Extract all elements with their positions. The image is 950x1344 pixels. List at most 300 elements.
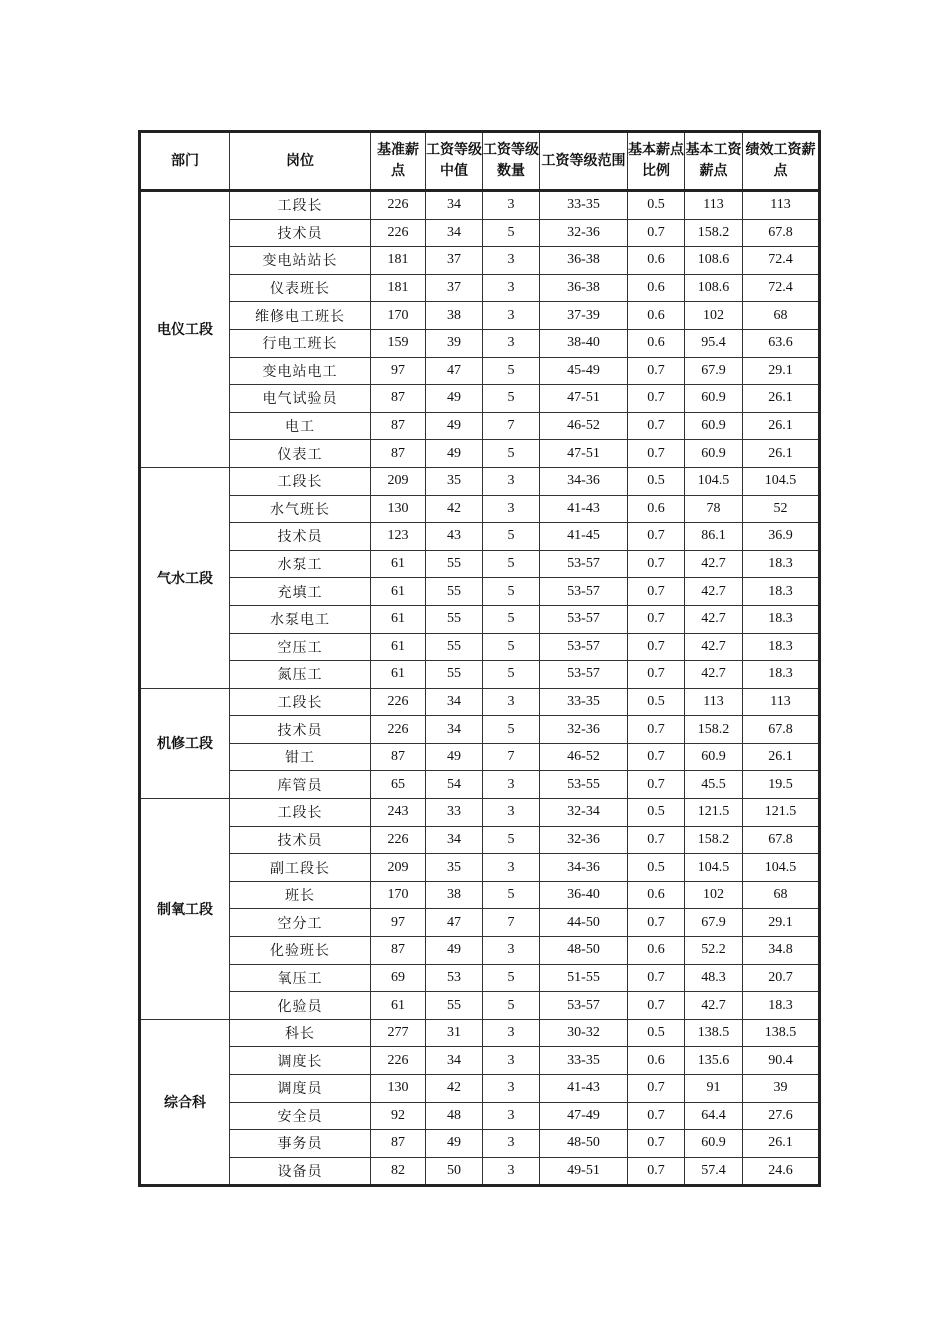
- performance-points-cell: 34.8: [743, 937, 820, 965]
- base-points-cell: 82: [371, 1157, 426, 1186]
- base-points-cell: 170: [371, 881, 426, 909]
- grade-mid-cell: 55: [426, 661, 483, 689]
- base-points-cell: 61: [371, 605, 426, 633]
- grade-range-cell: 45-49: [540, 357, 628, 385]
- grade-count-cell: 3: [483, 688, 540, 716]
- grade-range-cell: 32-36: [540, 219, 628, 247]
- grade-mid-cell: 42: [426, 495, 483, 523]
- base-points-cell: 243: [371, 799, 426, 827]
- grade-mid-cell: 55: [426, 578, 483, 606]
- position-cell: 调度员: [230, 1075, 371, 1103]
- grade-range-cell: 53-57: [540, 550, 628, 578]
- base-points-cell: 159: [371, 329, 426, 357]
- base-points-cell: 181: [371, 274, 426, 302]
- grade-mid-cell: 38: [426, 881, 483, 909]
- grade-count-cell: 3: [483, 329, 540, 357]
- base-salary-points-cell: 138.5: [685, 1019, 743, 1047]
- base-points-cell: 65: [371, 771, 426, 799]
- base-points-cell: 226: [371, 826, 426, 854]
- grade-mid-cell: 47: [426, 909, 483, 937]
- base-ratio-cell: 0.7: [628, 385, 685, 413]
- position-cell: 技术员: [230, 219, 371, 247]
- grade-mid-cell: 42: [426, 1075, 483, 1103]
- performance-points-cell: 113: [743, 191, 820, 220]
- base-ratio-cell: 0.7: [628, 661, 685, 689]
- grade-count-cell: 3: [483, 1130, 540, 1158]
- header-grade-range: 工资等级范围: [540, 132, 628, 191]
- performance-points-cell: 24.6: [743, 1157, 820, 1186]
- position-cell: 事务员: [230, 1130, 371, 1158]
- table-row: [140, 440, 820, 468]
- grade-range-cell: 33-35: [540, 191, 628, 220]
- grade-count-cell: 5: [483, 523, 540, 551]
- grade-count-cell: 5: [483, 605, 540, 633]
- grade-mid-cell: 33: [426, 799, 483, 827]
- performance-points-cell: 18.3: [743, 550, 820, 578]
- position-cell: 工段长: [230, 799, 371, 827]
- table-row: [140, 191, 820, 220]
- base-salary-points-cell: 42.7: [685, 661, 743, 689]
- base-points-cell: 87: [371, 385, 426, 413]
- grade-range-cell: 34-36: [540, 854, 628, 882]
- grade-range-cell: 47-51: [540, 385, 628, 413]
- base-points-cell: 87: [371, 412, 426, 440]
- table-row: [140, 1130, 820, 1158]
- performance-points-cell: 18.3: [743, 633, 820, 661]
- performance-points-cell: 52: [743, 495, 820, 523]
- performance-points-cell: 90.4: [743, 1047, 820, 1075]
- position-cell: 水气班长: [230, 495, 371, 523]
- grade-count-cell: 3: [483, 1157, 540, 1186]
- grade-count-cell: 5: [483, 578, 540, 606]
- performance-points-cell: 68: [743, 881, 820, 909]
- grade-range-cell: 53-57: [540, 578, 628, 606]
- base-salary-points-cell: 45.5: [685, 771, 743, 799]
- base-points-cell: 130: [371, 1075, 426, 1103]
- grade-mid-cell: 34: [426, 1047, 483, 1075]
- grade-count-cell: 3: [483, 495, 540, 523]
- base-points-cell: 87: [371, 743, 426, 771]
- base-salary-points-cell: 95.4: [685, 329, 743, 357]
- position-cell: 调度长: [230, 1047, 371, 1075]
- base-points-cell: 226: [371, 688, 426, 716]
- grade-count-cell: 5: [483, 440, 540, 468]
- base-salary-points-cell: 57.4: [685, 1157, 743, 1186]
- table-row: [140, 247, 820, 275]
- grade-range-cell: 49-51: [540, 1157, 628, 1186]
- performance-points-cell: 26.1: [743, 385, 820, 413]
- grade-mid-cell: 53: [426, 964, 483, 992]
- position-cell: 行电工班长: [230, 329, 371, 357]
- header-grade-mid: 工资等级中值: [426, 132, 483, 191]
- grade-range-cell: 47-51: [540, 440, 628, 468]
- grade-mid-cell: 49: [426, 385, 483, 413]
- grade-count-cell: 5: [483, 550, 540, 578]
- grade-range-cell: 36-40: [540, 881, 628, 909]
- base-salary-points-cell: 42.7: [685, 992, 743, 1020]
- base-ratio-cell: 0.5: [628, 854, 685, 882]
- grade-range-cell: 37-39: [540, 302, 628, 330]
- base-points-cell: 130: [371, 495, 426, 523]
- base-ratio-cell: 0.7: [628, 578, 685, 606]
- base-points-cell: 97: [371, 357, 426, 385]
- base-salary-points-cell: 108.6: [685, 274, 743, 302]
- base-ratio-cell: 0.7: [628, 219, 685, 247]
- table-body: [140, 191, 820, 1186]
- grade-mid-cell: 49: [426, 440, 483, 468]
- table-row: [140, 550, 820, 578]
- table-row: [140, 1102, 820, 1130]
- base-salary-points-cell: 67.9: [685, 357, 743, 385]
- performance-points-cell: 19.5: [743, 771, 820, 799]
- grade-count-cell: 7: [483, 909, 540, 937]
- grade-count-cell: 5: [483, 219, 540, 247]
- base-salary-points-cell: 104.5: [685, 467, 743, 495]
- grade-mid-cell: 35: [426, 854, 483, 882]
- base-points-cell: 87: [371, 1130, 426, 1158]
- header-performance-points: 绩效工资薪点: [743, 132, 820, 191]
- base-points-cell: 226: [371, 716, 426, 744]
- base-ratio-cell: 0.6: [628, 329, 685, 357]
- base-points-cell: 69: [371, 964, 426, 992]
- base-ratio-cell: 0.7: [628, 771, 685, 799]
- header-dept: 部门: [140, 132, 230, 191]
- position-cell: 安全员: [230, 1102, 371, 1130]
- base-salary-points-cell: 113: [685, 191, 743, 220]
- grade-mid-cell: 49: [426, 412, 483, 440]
- table-row: [140, 743, 820, 771]
- base-salary-points-cell: 60.9: [685, 440, 743, 468]
- grade-mid-cell: 35: [426, 467, 483, 495]
- dept-cell: 机修工段: [140, 688, 230, 798]
- base-ratio-cell: 0.5: [628, 688, 685, 716]
- grade-mid-cell: 55: [426, 992, 483, 1020]
- performance-points-cell: 121.5: [743, 799, 820, 827]
- grade-mid-cell: 34: [426, 826, 483, 854]
- table-row: [140, 799, 820, 827]
- grade-count-cell: 5: [483, 357, 540, 385]
- grade-count-cell: 5: [483, 881, 540, 909]
- base-ratio-cell: 0.7: [628, 550, 685, 578]
- position-cell: 化验员: [230, 992, 371, 1020]
- table-row: [140, 605, 820, 633]
- base-points-cell: 61: [371, 578, 426, 606]
- table-row: [140, 219, 820, 247]
- base-salary-points-cell: 104.5: [685, 854, 743, 882]
- performance-points-cell: 26.1: [743, 440, 820, 468]
- base-ratio-cell: 0.5: [628, 191, 685, 220]
- table-row: [140, 688, 820, 716]
- position-cell: 空分工: [230, 909, 371, 937]
- grade-mid-cell: 47: [426, 357, 483, 385]
- base-salary-points-cell: 108.6: [685, 247, 743, 275]
- base-ratio-cell: 0.6: [628, 495, 685, 523]
- grade-range-cell: 51-55: [540, 964, 628, 992]
- grade-mid-cell: 49: [426, 743, 483, 771]
- performance-points-cell: 26.1: [743, 743, 820, 771]
- base-salary-points-cell: 60.9: [685, 385, 743, 413]
- base-points-cell: 87: [371, 440, 426, 468]
- base-ratio-cell: 0.7: [628, 633, 685, 661]
- grade-mid-cell: 48: [426, 1102, 483, 1130]
- base-points-cell: 181: [371, 247, 426, 275]
- table-row: [140, 661, 820, 689]
- dept-cell: 综合科: [140, 1019, 230, 1186]
- position-cell: 设备员: [230, 1157, 371, 1186]
- grade-range-cell: 47-49: [540, 1102, 628, 1130]
- grade-mid-cell: 50: [426, 1157, 483, 1186]
- base-ratio-cell: 0.6: [628, 937, 685, 965]
- grade-count-cell: 5: [483, 633, 540, 661]
- base-points-cell: 61: [371, 661, 426, 689]
- grade-range-cell: 44-50: [540, 909, 628, 937]
- grade-range-cell: 41-43: [540, 1075, 628, 1103]
- base-salary-points-cell: 78: [685, 495, 743, 523]
- grade-mid-cell: 54: [426, 771, 483, 799]
- grade-count-cell: 3: [483, 247, 540, 275]
- grade-range-cell: 53-57: [540, 992, 628, 1020]
- performance-points-cell: 67.8: [743, 716, 820, 744]
- grade-count-cell: 3: [483, 799, 540, 827]
- base-ratio-cell: 0.7: [628, 412, 685, 440]
- position-cell: 工段长: [230, 191, 371, 220]
- performance-points-cell: 26.1: [743, 412, 820, 440]
- table-row: [140, 1075, 820, 1103]
- base-points-cell: 61: [371, 992, 426, 1020]
- grade-mid-cell: 38: [426, 302, 483, 330]
- grade-count-cell: 3: [483, 1019, 540, 1047]
- grade-mid-cell: 49: [426, 1130, 483, 1158]
- base-salary-points-cell: 60.9: [685, 412, 743, 440]
- position-cell: 氮压工: [230, 661, 371, 689]
- header-row: [140, 132, 820, 191]
- base-salary-points-cell: 158.2: [685, 219, 743, 247]
- base-salary-points-cell: 42.7: [685, 578, 743, 606]
- base-salary-points-cell: 135.6: [685, 1047, 743, 1075]
- header-base-ratio: 基本薪点比例: [628, 132, 685, 191]
- base-ratio-cell: 0.6: [628, 302, 685, 330]
- performance-points-cell: 18.3: [743, 661, 820, 689]
- base-salary-points-cell: 102: [685, 881, 743, 909]
- grade-range-cell: 53-55: [540, 771, 628, 799]
- base-ratio-cell: 0.7: [628, 743, 685, 771]
- grade-count-cell: 3: [483, 771, 540, 799]
- table-row: [140, 1157, 820, 1186]
- base-salary-points-cell: 158.2: [685, 826, 743, 854]
- grade-mid-cell: 43: [426, 523, 483, 551]
- base-points-cell: 92: [371, 1102, 426, 1130]
- grade-count-cell: 3: [483, 1102, 540, 1130]
- performance-points-cell: 104.5: [743, 467, 820, 495]
- position-cell: 库管员: [230, 771, 371, 799]
- position-cell: 工段长: [230, 688, 371, 716]
- table-row: [140, 495, 820, 523]
- table-row: [140, 523, 820, 551]
- table-row: [140, 385, 820, 413]
- position-cell: 工段长: [230, 467, 371, 495]
- base-ratio-cell: 0.7: [628, 909, 685, 937]
- grade-range-cell: 32-36: [540, 716, 628, 744]
- base-ratio-cell: 0.7: [628, 1102, 685, 1130]
- grade-mid-cell: 37: [426, 274, 483, 302]
- position-cell: 钳工: [230, 743, 371, 771]
- position-cell: 电工: [230, 412, 371, 440]
- grade-count-cell: 3: [483, 1075, 540, 1103]
- position-cell: 化验班长: [230, 937, 371, 965]
- base-ratio-cell: 0.7: [628, 826, 685, 854]
- grade-count-cell: 3: [483, 1047, 540, 1075]
- table-row: [140, 937, 820, 965]
- dept-cell: 制氧工段: [140, 799, 230, 1020]
- base-salary-points-cell: 91: [685, 1075, 743, 1103]
- base-points-cell: 226: [371, 219, 426, 247]
- base-salary-points-cell: 64.4: [685, 1102, 743, 1130]
- performance-points-cell: 63.6: [743, 329, 820, 357]
- grade-mid-cell: 55: [426, 550, 483, 578]
- grade-count-cell: 5: [483, 964, 540, 992]
- performance-points-cell: 67.8: [743, 826, 820, 854]
- dept-cell: 气水工段: [140, 467, 230, 688]
- grade-count-cell: 3: [483, 467, 540, 495]
- table-row: [140, 716, 820, 744]
- base-salary-points-cell: 52.2: [685, 937, 743, 965]
- base-points-cell: 277: [371, 1019, 426, 1047]
- grade-range-cell: 48-50: [540, 937, 628, 965]
- grade-range-cell: 41-45: [540, 523, 628, 551]
- position-cell: 充填工: [230, 578, 371, 606]
- header-position: 岗位: [230, 132, 371, 191]
- grade-count-cell: 5: [483, 716, 540, 744]
- base-ratio-cell: 0.7: [628, 440, 685, 468]
- performance-points-cell: 18.3: [743, 605, 820, 633]
- table-row: [140, 992, 820, 1020]
- header-grade-count: 工资等级数量: [483, 132, 540, 191]
- position-cell: 空压工: [230, 633, 371, 661]
- base-salary-points-cell: 102: [685, 302, 743, 330]
- performance-points-cell: 138.5: [743, 1019, 820, 1047]
- base-ratio-cell: 0.6: [628, 274, 685, 302]
- performance-points-cell: 29.1: [743, 909, 820, 937]
- grade-range-cell: 41-43: [540, 495, 628, 523]
- position-cell: 技术员: [230, 523, 371, 551]
- performance-points-cell: 18.3: [743, 578, 820, 606]
- grade-count-cell: 5: [483, 385, 540, 413]
- performance-points-cell: 18.3: [743, 992, 820, 1020]
- grade-mid-cell: 31: [426, 1019, 483, 1047]
- position-cell: 班长: [230, 881, 371, 909]
- position-cell: 水泵工: [230, 550, 371, 578]
- base-salary-points-cell: 48.3: [685, 964, 743, 992]
- base-points-cell: 61: [371, 550, 426, 578]
- table-row: [140, 771, 820, 799]
- base-salary-points-cell: 121.5: [685, 799, 743, 827]
- performance-points-cell: 36.9: [743, 523, 820, 551]
- position-cell: 副工段长: [230, 854, 371, 882]
- grade-range-cell: 48-50: [540, 1130, 628, 1158]
- grade-range-cell: 33-35: [540, 1047, 628, 1075]
- base-salary-points-cell: 158.2: [685, 716, 743, 744]
- salary-grade-table-container: [138, 130, 818, 1187]
- position-cell: 科长: [230, 1019, 371, 1047]
- base-ratio-cell: 0.7: [628, 1130, 685, 1158]
- base-points-cell: 61: [371, 633, 426, 661]
- position-cell: 变电站电工: [230, 357, 371, 385]
- base-ratio-cell: 0.5: [628, 799, 685, 827]
- grade-mid-cell: 39: [426, 329, 483, 357]
- base-ratio-cell: 0.7: [628, 605, 685, 633]
- table-row: [140, 302, 820, 330]
- grade-count-cell: 3: [483, 302, 540, 330]
- grade-range-cell: 33-35: [540, 688, 628, 716]
- position-cell: 氧压工: [230, 964, 371, 992]
- performance-points-cell: 67.8: [743, 219, 820, 247]
- position-cell: 水泵电工: [230, 605, 371, 633]
- table-row: [140, 854, 820, 882]
- performance-points-cell: 26.1: [743, 1130, 820, 1158]
- base-ratio-cell: 0.7: [628, 992, 685, 1020]
- grade-mid-cell: 34: [426, 716, 483, 744]
- grade-count-cell: 3: [483, 274, 540, 302]
- base-ratio-cell: 0.7: [628, 1075, 685, 1103]
- base-salary-points-cell: 42.7: [685, 605, 743, 633]
- table-row: [140, 964, 820, 992]
- grade-count-cell: 5: [483, 661, 540, 689]
- base-ratio-cell: 0.6: [628, 1047, 685, 1075]
- grade-range-cell: 36-38: [540, 274, 628, 302]
- position-cell: 技术员: [230, 716, 371, 744]
- grade-range-cell: 32-34: [540, 799, 628, 827]
- base-salary-points-cell: 42.7: [685, 633, 743, 661]
- table-row: [140, 467, 820, 495]
- base-salary-points-cell: 42.7: [685, 550, 743, 578]
- performance-points-cell: 113: [743, 688, 820, 716]
- grade-range-cell: 30-32: [540, 1019, 628, 1047]
- base-ratio-cell: 0.7: [628, 1157, 685, 1186]
- grade-mid-cell: 37: [426, 247, 483, 275]
- grade-mid-cell: 34: [426, 688, 483, 716]
- grade-count-cell: 3: [483, 854, 540, 882]
- base-salary-points-cell: 86.1: [685, 523, 743, 551]
- grade-range-cell: 32-36: [540, 826, 628, 854]
- grade-range-cell: 34-36: [540, 467, 628, 495]
- grade-range-cell: 53-57: [540, 633, 628, 661]
- grade-mid-cell: 55: [426, 605, 483, 633]
- grade-count-cell: 5: [483, 826, 540, 854]
- grade-count-cell: 3: [483, 191, 540, 220]
- grade-mid-cell: 34: [426, 219, 483, 247]
- grade-range-cell: 53-57: [540, 605, 628, 633]
- salary-grade-table: [138, 130, 821, 1187]
- position-cell: 仪表班长: [230, 274, 371, 302]
- performance-points-cell: 29.1: [743, 357, 820, 385]
- performance-points-cell: 20.7: [743, 964, 820, 992]
- grade-mid-cell: 49: [426, 937, 483, 965]
- table-row: [140, 578, 820, 606]
- grade-count-cell: 5: [483, 992, 540, 1020]
- performance-points-cell: 68: [743, 302, 820, 330]
- position-cell: 维修电工班长: [230, 302, 371, 330]
- grade-mid-cell: 34: [426, 191, 483, 220]
- base-ratio-cell: 0.6: [628, 247, 685, 275]
- base-salary-points-cell: 60.9: [685, 1130, 743, 1158]
- performance-points-cell: 104.5: [743, 854, 820, 882]
- performance-points-cell: 72.4: [743, 274, 820, 302]
- grade-range-cell: 53-57: [540, 661, 628, 689]
- base-points-cell: 209: [371, 854, 426, 882]
- grade-range-cell: 46-52: [540, 743, 628, 771]
- base-ratio-cell: 0.6: [628, 881, 685, 909]
- grade-range-cell: 38-40: [540, 329, 628, 357]
